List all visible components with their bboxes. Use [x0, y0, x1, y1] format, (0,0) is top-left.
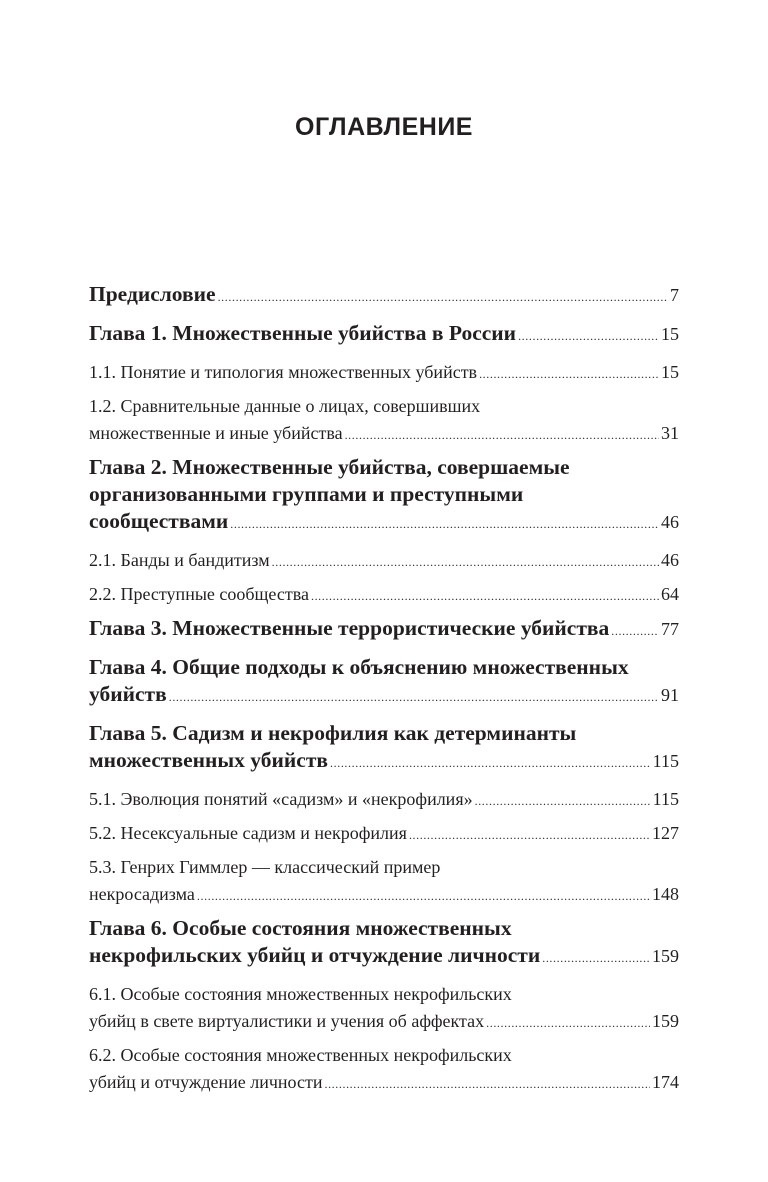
toc-entry-title-line: 1.1. Понятие и типология множественных убийств [89, 362, 478, 382]
toc-chapter-entry[interactable] [89, 720, 679, 777]
toc-entry-last-line [89, 681, 679, 711]
toc-section-entry[interactable] [89, 547, 679, 576]
toc-section-entry[interactable] [89, 820, 679, 849]
toc-entry-title-line: убийств [89, 682, 167, 706]
toc-page-number: 174 [652, 1072, 679, 1092]
toc-entry-title-line: 5.3. Генрих Гиммлер — классический пример [89, 857, 441, 877]
toc-entry-last-line [89, 786, 679, 815]
dot-leader [324, 1071, 650, 1098]
toc-section-entry[interactable] [89, 786, 679, 815]
toc-page-number: 7 [670, 285, 679, 305]
dot-leader [230, 511, 659, 538]
toc-section-entry[interactable] [89, 981, 679, 1037]
toc-entry-title-line: Глава 5. Садизм и некрофилия как детерминанты [89, 721, 577, 745]
toc-section-entry[interactable] [89, 1042, 679, 1098]
toc-entry-last-line [89, 581, 679, 610]
toc-entry-last-line [89, 615, 679, 645]
dot-leader [542, 945, 650, 972]
toc-entry-last-line [89, 881, 679, 910]
toc-section-entry[interactable] [89, 393, 679, 449]
dot-leader [169, 684, 659, 711]
dot-leader [330, 750, 651, 777]
toc-entry-last-line [89, 320, 679, 350]
toc-page-number: 46 [661, 512, 679, 532]
dot-leader [311, 583, 659, 610]
toc-entry-last-line [89, 942, 679, 972]
toc-entry-last-line [89, 281, 679, 311]
toc-section-entry[interactable] [89, 854, 679, 910]
toc-entry-last-line [89, 1069, 679, 1098]
dot-leader [479, 361, 659, 388]
toc-page-number: 115 [652, 751, 679, 771]
toc-page-number: 159 [652, 1011, 679, 1031]
toc-entry-title-line: Глава 6. Особые состояния множественных [89, 916, 512, 940]
dot-leader [475, 788, 651, 815]
toc-page-number: 64 [661, 584, 679, 604]
toc-page-number: 159 [652, 946, 679, 966]
dot-leader [218, 284, 668, 311]
toc-entry-title-line: Глава 1. Множественные убийства в России [89, 321, 517, 345]
toc-entry-last-line [89, 1008, 679, 1037]
toc-entry-title-line: 5.1. Эволюция понятий «садизм» и «некрофилия» [89, 789, 473, 809]
toc-page-number: 15 [661, 362, 679, 382]
toc-page-number: 46 [661, 550, 679, 570]
toc-chapter-entry[interactable] [89, 915, 679, 972]
toc-entry-title-line: организованными группами и преступными [89, 482, 524, 506]
toc-chapter-entry[interactable] [89, 281, 679, 311]
toc-entry-title-line: Глава 2. Множественные убийства, совершаемые [89, 455, 570, 479]
toc-page-number: 77 [661, 619, 679, 639]
toc-page-number: 91 [661, 685, 679, 705]
toc-page-number: 127 [652, 823, 679, 843]
toc-chapter-entry[interactable] [89, 654, 679, 711]
dot-leader [197, 883, 650, 910]
toc-entry-title-line: 2.1. Банды и бандитизм [89, 550, 270, 570]
toc-entry-last-line [89, 508, 679, 538]
toc-page-number: 31 [661, 423, 679, 443]
toc-page-number: 115 [652, 789, 679, 809]
toc-entry-title-line: множественных убийств [89, 748, 329, 772]
toc-entry-title-line: Глава 4. Общие подходы к объяснению множественных [89, 655, 629, 679]
toc-entry-title-line: сообществами [89, 509, 229, 533]
toc-entry-title-line: некросадизма [89, 884, 195, 904]
dot-leader [518, 323, 659, 350]
page-title: ОГЛАВЛЕНИЕ [295, 113, 473, 141]
toc-entry-title-line: Глава 3. Множественные террористические убийства [89, 616, 610, 640]
toc-entry-title-line: 6.1. Особые состояния множественных некрофильских [89, 984, 512, 1004]
toc-entry-title-line: множественные и иные убийства [89, 423, 343, 443]
toc-entry-title-line: убийц и отчуждение личности [89, 1072, 323, 1092]
dot-leader [409, 822, 650, 849]
toc-entry-title-line: 6.2. Особые состояния множественных некрофильских [89, 1045, 512, 1065]
table-of-contents [89, 281, 679, 1103]
toc-page-number: 148 [652, 884, 679, 904]
dot-leader [611, 618, 659, 645]
toc-page-number: 15 [661, 324, 679, 344]
toc-entry-title-line: Предисловие [89, 282, 216, 306]
toc-chapter-entry[interactable] [89, 454, 679, 538]
dot-leader [345, 422, 659, 449]
toc-entry-title-line: некрофильских убийц и отчуждение личности [89, 943, 541, 967]
dot-leader [486, 1010, 650, 1037]
toc-section-entry[interactable] [89, 359, 679, 388]
toc-section-entry[interactable] [89, 581, 679, 610]
toc-entry-title-line: 5.2. Несексуальные садизм и некрофилия [89, 823, 407, 843]
toc-entry-title-line: убийц в свете виртуалистики и учения об аффектах [89, 1011, 485, 1031]
toc-chapter-entry[interactable] [89, 320, 679, 350]
dot-leader [272, 549, 659, 576]
toc-entry-last-line [89, 820, 679, 849]
toc-entry-last-line [89, 420, 679, 449]
toc-entry-last-line [89, 359, 679, 388]
toc-entry-last-line [89, 747, 679, 777]
toc-chapter-entry[interactable] [89, 615, 679, 645]
toc-entry-title-line: 2.2. Преступные сообщества [89, 584, 309, 604]
toc-entry-last-line [89, 547, 679, 576]
toc-entry-title-line: 1.2. Сравнительные данные о лицах, совершивших [89, 396, 481, 416]
